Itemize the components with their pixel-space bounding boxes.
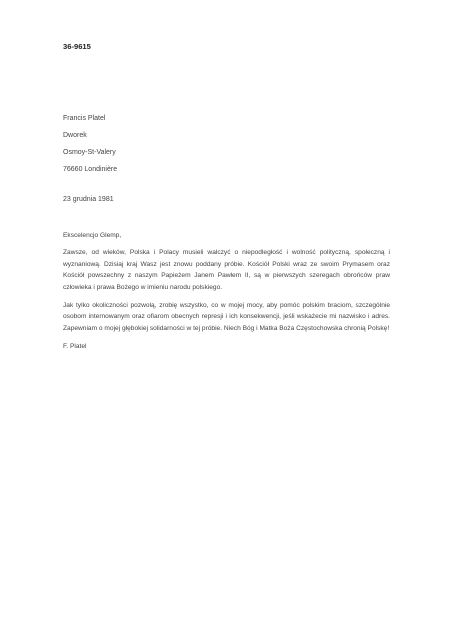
letter-paragraph-1: Zawsze, od wieków, Polska i Polacy musieli walczyć o niepodległość i wolność polityczną, społeczną i wyznaniową. Dzisiaj kraj Wasz jest znowu poddany próbie. Kościół Polski wraz ze swoim Prymasem oraz Kościół powszechny z naszym Papieżem Janem Pawłem II, są w pierwszych szeregach obrońców praw człowieka i prawa Bożego w imieniu narodu polskiego. bbox=[63, 249, 390, 291]
sender-name: Francis Platel bbox=[63, 115, 106, 122]
document-reference: 36-9615 bbox=[63, 42, 91, 51]
sender-address-line-1: Dworek bbox=[63, 132, 87, 139]
letter-paragraph-2: Jak tylko okoliczności pozwolą, zrobię wszystko, co w mojej mocy, aby pomóc polskim braciom, szczególnie osobom internowanym oraz ofiarom obecnych represji i ich konsekwencji, jeśli wskażecie mi nazwisko i adres. Zapewniam o mojej głębokiej solidarności w tej próbie. Niech Bóg i Matka Boża Częstochowska chronią Polskę! bbox=[63, 302, 390, 332]
letter-date: 23 grudnia 1981 bbox=[63, 196, 114, 203]
letter-signature: F. Platel bbox=[63, 343, 87, 351]
sender-address-line-2: Osmoy-St-Valery bbox=[63, 149, 116, 156]
letter-salutation: Ekscelencjo Glemp, bbox=[63, 232, 122, 239]
sender-address-line-3: 76660 Londinière bbox=[63, 166, 118, 173]
letter-body bbox=[63, 230, 390, 360]
